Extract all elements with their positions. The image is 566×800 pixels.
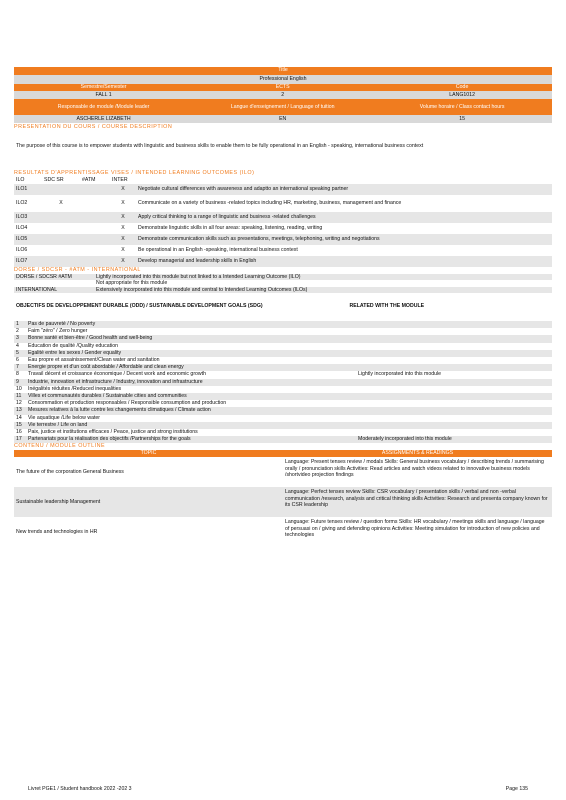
ilo-row: [14, 212, 552, 223]
content-table: [14, 457, 552, 547]
sdg-number: 3: [16, 335, 19, 342]
sdg-number: 10: [16, 385, 22, 392]
outline-topic: New trends and technologies in HR: [16, 529, 98, 536]
meta-values-2: [14, 115, 552, 123]
sdg-row: [14, 350, 552, 357]
sdg-goal: Villes et communautés durables / Sustainable cities and communities: [28, 393, 187, 400]
ilo-code: ILO5: [16, 235, 28, 242]
sdg-relation: [356, 386, 552, 393]
ilo-head-atm: #ATM: [82, 177, 96, 183]
sdg-relation: [356, 350, 552, 357]
sdg-relation: [356, 321, 552, 328]
code-label: Code: [455, 84, 469, 90]
ilo-text: Develop managerial and leadership skills in English: [138, 257, 257, 264]
presentation-title: PRESENTATION DU COURS / COURSE DESCRIPTION: [14, 124, 173, 130]
sdg-row: [14, 357, 552, 364]
language-label: Langue d'enseignement / Language of tuition: [230, 104, 335, 110]
sdg-relation: [356, 335, 552, 342]
title-header: [14, 67, 552, 75]
ilo-text: Apply critical thinking to a range of linguistic and business -related challenges: [138, 213, 316, 220]
sdg-goal: Paix, justice et institutions efficaces / Peace, justice and strong institutions: [28, 429, 198, 436]
ilo-text: Be operational in an English -speaking, international business context: [138, 246, 298, 253]
sdg-row: [14, 386, 552, 393]
ilo-inter-mark: X: [121, 257, 125, 264]
sdg-goal: Vie aquatique /Life below water: [28, 414, 101, 421]
sdg-row: [14, 328, 552, 335]
ilo-table: [14, 177, 552, 267]
ilo-inter-mark: X: [121, 199, 125, 206]
sdg-row: [14, 400, 552, 407]
sdg-goal: Mesures relatives à la lutte contre les changements climatiques / Climate action: [28, 407, 211, 414]
semester-value: FALL 1: [95, 92, 112, 98]
sdg-goal: Pas de pauvreté / No poverty: [28, 321, 96, 327]
ilo-text: Demonstrate linguistic skills in all four areas: speaking, listening, reading, writing: [138, 224, 323, 231]
sdg-relation: [356, 429, 552, 436]
sdg-goal: Partenariats pour la réalisation des objectifs /Partnerships for the goals: [28, 436, 191, 443]
ilo-atm-mark: [80, 245, 110, 256]
sdg-number: 4: [16, 342, 19, 349]
sdg-title: OBJECTIFS DE DEVELOPPEMENT DURABLE (ODD) / SUSTAINABLE DEVELOPMENT GOALS (SDG): [16, 303, 263, 309]
sdg-goal: Egalité entre les sexes / Gender equality: [28, 349, 122, 356]
page-footer: [28, 786, 528, 792]
volume-value: 15: [459, 116, 466, 122]
ects-label: ECTS: [275, 84, 290, 90]
sdg-relation: [356, 422, 552, 429]
sdg-header: [14, 303, 552, 321]
sdg-goal: Energie propre et d'un coût abordable / Affordable and clean energy: [28, 364, 184, 371]
sdg-number: 13: [16, 407, 22, 414]
sdg-goal: Education de qualité /Quality education: [28, 342, 118, 349]
legend-key: INTERNATIONAL: [16, 286, 58, 293]
legend-text: Lightly incorporated into this module but not linked to a Intended Learning Outcome (ILO): [96, 273, 301, 280]
ilo-code: ILO3: [16, 213, 28, 220]
sdg-goal: Faim "zéro" / Zero hunger: [28, 328, 88, 335]
sdg-number: 11: [16, 393, 22, 400]
sdg-relation: [356, 328, 552, 335]
course-sheet: [14, 62, 552, 547]
presentation-text: The purpose of this course is to empower students with linguistic and business skills to enable them to be fully operational in an English - speaking, international business context: [16, 143, 424, 149]
ilo-code: ILO4: [16, 224, 28, 231]
sdg-row: [14, 436, 552, 443]
ilo-head-inter: INTER: [112, 177, 128, 183]
ilo-row: [14, 223, 552, 234]
sdg-number: 17: [16, 436, 22, 443]
sdg-goal: Travail décent et croissance économique / Decent work and economic growth: [28, 371, 207, 378]
ilo-sdcsr-mark: X: [59, 199, 63, 206]
responsible-value: ASCHERLE LIZABETH: [76, 116, 131, 122]
legend-title: DORSE / SDCSR - #ATM - INTERNATIONAL: [14, 266, 141, 273]
sdg-relation: [356, 357, 552, 364]
legend-key: DORSE / SDCSR #ATM: [16, 273, 72, 280]
legend-table: [14, 274, 552, 294]
ilo-inter-mark: X: [121, 235, 125, 242]
sdg-goal: Consommation et production responsables / Responsible consumption and production: [28, 400, 227, 407]
sdg-number: 1: [16, 321, 19, 327]
sdg-number: 7: [16, 364, 19, 371]
ilo-head-ilo: ILO: [16, 177, 25, 183]
code-value: LANG1012: [449, 92, 475, 98]
sdg-number: 15: [16, 421, 22, 428]
ilo-row: [14, 256, 552, 267]
sdg-row: [14, 393, 552, 400]
sdg-relation: [356, 364, 552, 371]
sdg-number: 12: [16, 400, 22, 407]
sdg-goal: Inégalités réduites /Reduced inequalities: [28, 385, 122, 392]
content-header: [14, 450, 552, 457]
ilo-row: [14, 195, 552, 212]
ects-value: 2: [281, 92, 285, 98]
sdg-relation: Lightly incorporated into this module: [358, 371, 442, 378]
ilo-text: Negotiate cultural differences with awareness and adaptto an international speaking partner: [138, 185, 349, 192]
ilo-code: ILO2: [16, 199, 28, 206]
sdg-row: [14, 379, 552, 386]
meta-values-1: [14, 91, 552, 99]
sdg-row: [14, 415, 552, 422]
footer-handbook: Livret PGE1 / Student handbook 2022 -202 3: [28, 786, 132, 792]
ilo-sdcsr-mark: [42, 212, 80, 223]
sdg-number: 16: [16, 429, 22, 436]
sdg-relation: Moderately incorporated into this module: [358, 436, 452, 443]
sdg-number: 14: [16, 414, 22, 421]
sdg-row: [14, 335, 552, 342]
ilo-code: ILO6: [16, 246, 28, 253]
topic-label: TOPIC: [140, 450, 157, 457]
title-row: [14, 75, 552, 84]
outline-row: [14, 487, 552, 517]
sdg-row: [14, 343, 552, 350]
sdg-relation: [356, 415, 552, 422]
sdg-row: [14, 407, 552, 414]
ilo-sdcsr-mark: [42, 223, 80, 234]
meta-header-1: [14, 84, 552, 91]
outline-topic: The future of the corporation General Business: [16, 469, 124, 476]
ilo-inter-mark: X: [121, 185, 125, 192]
sdg-relation: [356, 407, 552, 414]
sdg-number: 5: [16, 349, 19, 356]
sdg-row: [14, 422, 552, 429]
sdg-relation: [356, 393, 552, 400]
ilo-inter-mark: X: [121, 224, 125, 231]
meta-header-2: [14, 99, 552, 115]
outline-assignments: Language: Perfect tenses review Skills: CSR vocabulary / presentation skills / verbal and non -verbal communication /research, analysis and critical thinking skills Activities: Research and presenta company known for its CSR leadership: [285, 489, 548, 509]
ilo-head-sdcsr: SDC SR: [44, 177, 64, 183]
outcomes-title: RESULTATS D'APPRENTISSAGE VISES / INTENDED LEARNING OUTCOMES (ILO): [14, 170, 255, 176]
outline-assignments: Language: Future tenses review / question forms Skills: HR vocabulary / meetings skills and language / language of persuasi on / giving and defending opinions Activities: Meeting simulation for introduction of new policies and technologies: [285, 519, 545, 539]
ilo-atm-mark: [80, 256, 110, 267]
ilo-row: [14, 234, 552, 245]
sdg-number: 9: [16, 378, 19, 385]
sdg-goal: Industrie, innovation et infrastructure / Industry, innovation and infrastructure: [28, 378, 203, 385]
ilo-code: ILO7: [16, 257, 28, 264]
ilo-atm-mark: [80, 234, 110, 245]
language-value: EN: [279, 116, 287, 122]
ilo-sdcsr-mark: [42, 184, 80, 195]
outline-assignments: Language: Present tenses review / modals Skills: General business vocabulary / describing trends / summarising orally / pronunciation skills Activities: Read articles and watch videos related to innovative business models /shortvideo projection findings: [285, 459, 544, 479]
ilo-row: [14, 245, 552, 256]
legend-row: [14, 287, 552, 294]
sdg-number: 2: [16, 328, 19, 335]
sdg-relation: [356, 400, 552, 407]
sdg-related-title: RELATED WITH THE MODULE: [349, 303, 425, 309]
ilo-atm-mark: [80, 212, 110, 223]
ilo-sdcsr-mark: [42, 234, 80, 245]
sdg-relation: [356, 379, 552, 386]
sdg-relation: [356, 343, 552, 350]
sdg-number: 8: [16, 371, 19, 378]
outline-topic: Sustainable leadership Management: [16, 499, 101, 506]
ilo-inter-mark: X: [121, 246, 125, 253]
ilo-inter-mark: X: [121, 213, 125, 220]
sdg-table: [14, 321, 552, 443]
responsible-label: Responsable de module /Module leader: [57, 103, 150, 110]
semester-label: Semestre/Semester: [80, 84, 127, 90]
sdg-number: 6: [16, 357, 19, 364]
sdg-goal: Eau propre et assainissement/Clean water and sanitation: [28, 357, 160, 364]
assignments-label: ASSIGNMENTS & READINGS: [381, 450, 454, 457]
sdg-goal: Bonne santé et bien-être / Good health and well-being: [28, 335, 153, 342]
ilo-code: ILO1: [16, 185, 28, 192]
ilo-atm-mark: [80, 184, 110, 195]
sdg-row: [14, 364, 552, 371]
sdg-goal: Vie terrestre / Life on land: [28, 421, 88, 428]
legend-text: Not appropriate for this module: [96, 280, 168, 286]
ilo-sdcsr-mark: [42, 256, 80, 267]
legend-text: Extensively incorporated into this module and central to Intended Learning Outcomes (ILOs): [96, 286, 308, 293]
course-title: Professional English: [259, 76, 307, 82]
title-label: Title: [278, 67, 288, 73]
ilo-atm-mark: [80, 195, 110, 212]
page-number: Page 135: [505, 786, 528, 792]
ilo-text: Demonstrate communication skills such as presentations, meetings, telephoning, writing and negotiations: [138, 235, 380, 242]
ilo-atm-mark: [80, 223, 110, 234]
ilo-sdcsr-mark: [42, 245, 80, 256]
volume-label: Volume horaire / Class contact hours: [419, 103, 505, 110]
content-title: CONTENU / MODULE OUTLINE: [14, 443, 106, 450]
outline-row: [14, 517, 552, 547]
ilo-text: Communicate on a variety of business -related topics including HR, marketing, business, management and finance: [138, 199, 402, 206]
outline-row: [14, 457, 552, 487]
ilo-row: [14, 184, 552, 195]
sdg-row: [14, 371, 552, 378]
sdg-row: [14, 321, 552, 328]
sdg-row: [14, 429, 552, 436]
